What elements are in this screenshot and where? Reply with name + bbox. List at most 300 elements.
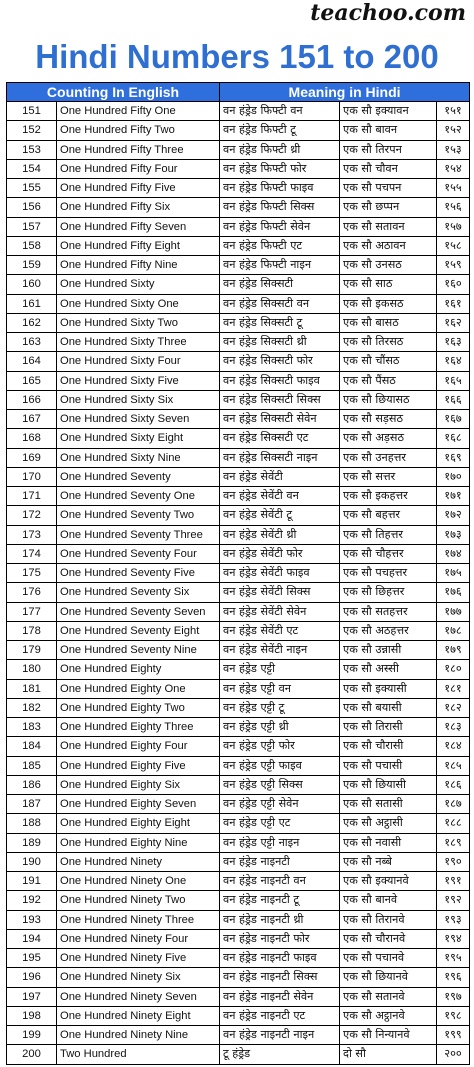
hindi-words-cell: एक सौ इक्यासी <box>340 679 437 698</box>
table-row <box>7 621 470 640</box>
number-cell: 181 <box>7 679 57 698</box>
devanagari-numeral-cell: १७२ <box>437 506 470 525</box>
hindi-words-cell: एक सौ सतहत्तर <box>340 602 437 621</box>
english-words-cell: One Hundred Eighty Nine <box>57 833 220 852</box>
table-row <box>7 467 470 486</box>
number-cell: 158 <box>7 236 57 255</box>
devanagari-numeral-cell: १६९ <box>437 448 470 467</box>
number-cell: 186 <box>7 775 57 794</box>
transliteration-cell: वन हंड्रेड एट्टी टू <box>220 698 340 717</box>
devanagari-numeral-cell: १६६ <box>437 390 470 409</box>
hindi-words-cell: एक सौ अठावन <box>340 236 437 255</box>
number-cell: 175 <box>7 564 57 583</box>
devanagari-numeral-cell: १८२ <box>437 698 470 717</box>
transliteration-cell: वन हंड्रेड फिफ्टी सिक्स <box>220 198 340 217</box>
hindi-words-cell: एक सौ इकसठ <box>340 294 437 313</box>
transliteration-cell: वन हंड्रेड सेवेंटी सेवेन <box>220 602 340 621</box>
hindi-words-cell: एक सौ साठ <box>340 275 437 294</box>
hindi-words-cell: एक सौ छियासी <box>340 775 437 794</box>
hindi-words-cell: एक सौ नवासी <box>340 833 437 852</box>
hindi-words-cell: एक सौ बावन <box>340 121 437 140</box>
header-meaning-in-hindi: Meaning in Hindi <box>220 83 470 102</box>
english-words-cell: One Hundred Sixty Nine <box>57 448 220 467</box>
number-cell: 170 <box>7 467 57 486</box>
devanagari-numeral-cell: १८४ <box>437 737 470 756</box>
devanagari-numeral-cell: १७० <box>437 467 470 486</box>
transliteration-cell: वन हंड्रेड नाइनटी नाइन <box>220 1026 340 1045</box>
table-header-row <box>7 83 470 102</box>
number-cell: 166 <box>7 390 57 409</box>
transliteration-cell: वन हंड्रेड सेवेंटी फोर <box>220 544 340 563</box>
english-words-cell: One Hundred Ninety Two <box>57 891 220 910</box>
english-words-cell: One Hundred Ninety Four <box>57 929 220 948</box>
table-row <box>7 140 470 159</box>
hindi-words-cell: एक सौ बासठ <box>340 313 437 332</box>
hindi-words-cell: एक सौ चौरासी <box>340 737 437 756</box>
hindi-words-cell: एक सौ छप्पन <box>340 198 437 217</box>
devanagari-numeral-cell: १६१ <box>437 294 470 313</box>
table-row <box>7 313 470 332</box>
table-row <box>7 217 470 236</box>
english-words-cell: One Hundred Seventy One <box>57 487 220 506</box>
devanagari-numeral-cell: १८९ <box>437 833 470 852</box>
english-words-cell: One Hundred Eighty Two <box>57 698 220 717</box>
devanagari-numeral-cell: १९० <box>437 852 470 871</box>
devanagari-numeral-cell: १५४ <box>437 159 470 178</box>
number-cell: 198 <box>7 1006 57 1025</box>
transliteration-cell: वन हंड्रेड सिक्सटी <box>220 275 340 294</box>
transliteration-cell: वन हंड्रेड सिक्सटी फाइव <box>220 371 340 390</box>
table-row <box>7 949 470 968</box>
hindi-words-cell: एक सौ तिरसठ <box>340 333 437 352</box>
transliteration-cell: वन हंड्रेड सेवेंटी फाइव <box>220 564 340 583</box>
transliteration-cell: वन हंड्रेड फिफ्टी सेवेन <box>220 217 340 236</box>
table-row <box>7 371 470 390</box>
transliteration-cell: वन हंड्रेड एट्टी फाइव <box>220 756 340 775</box>
table-row <box>7 775 470 794</box>
devanagari-numeral-cell: १७३ <box>437 525 470 544</box>
number-cell: 171 <box>7 487 57 506</box>
devanagari-numeral-cell: १६० <box>437 275 470 294</box>
english-words-cell: One Hundred Fifty Six <box>57 198 220 217</box>
number-cell: 169 <box>7 448 57 467</box>
hindi-words-cell: एक सौ इक्यानवे <box>340 872 437 891</box>
english-words-cell: One Hundred Sixty Five <box>57 371 220 390</box>
hindi-words-cell: एक सौ चौरानवे <box>340 929 437 948</box>
table-row <box>7 198 470 217</box>
number-cell: 194 <box>7 929 57 948</box>
teachoo-logo: teachoo.com <box>310 0 466 26</box>
hindi-words-cell: एक सौ अड़सठ <box>340 429 437 448</box>
table-row <box>7 564 470 583</box>
transliteration-cell: वन हंड्रेड फिफ्टी थ्री <box>220 140 340 159</box>
devanagari-numeral-cell: १७९ <box>437 641 470 660</box>
table-row <box>7 179 470 198</box>
devanagari-numeral-cell: १८० <box>437 660 470 679</box>
number-cell: 189 <box>7 833 57 852</box>
hindi-words-cell: एक सौ छियासठ <box>340 390 437 409</box>
hindi-words-cell: एक सौ सतावन <box>340 217 437 236</box>
number-cell: 178 <box>7 621 57 640</box>
devanagari-numeral-cell: १५६ <box>437 198 470 217</box>
table-row <box>7 679 470 698</box>
number-cell: 191 <box>7 872 57 891</box>
number-cell: 187 <box>7 795 57 814</box>
transliteration-cell: वन हंड्रेड फिफ्टी वन <box>220 102 340 121</box>
devanagari-numeral-cell: १८६ <box>437 775 470 794</box>
transliteration-cell: वन हंड्रेड नाइनटी सिक्स <box>220 968 340 987</box>
transliteration-cell: वन हंड्रेड सिक्सटी टू <box>220 313 340 332</box>
table-row <box>7 352 470 371</box>
transliteration-cell: वन हंड्रेड नाइनटी सेवेन <box>220 987 340 1006</box>
transliteration-cell: वन हंड्रेड एट्टी थ्री <box>220 718 340 737</box>
transliteration-cell: वन हंड्रेड सिक्सटी एट <box>220 429 340 448</box>
transliteration-cell: वन हंड्रेड सिक्सटी वन <box>220 294 340 313</box>
devanagari-numeral-cell: १५३ <box>437 140 470 159</box>
transliteration-cell: वन हंड्रेड सेवेंटी सिक्स <box>220 583 340 602</box>
english-words-cell: One Hundred Seventy Four <box>57 544 220 563</box>
number-cell: 200 <box>7 1045 57 1064</box>
number-cell: 159 <box>7 256 57 275</box>
hindi-words-cell: एक सौ पचहत्तर <box>340 564 437 583</box>
devanagari-numeral-cell: १५८ <box>437 236 470 255</box>
devanagari-numeral-cell: १९४ <box>437 929 470 948</box>
transliteration-cell: टू हंड्रेड <box>220 1045 340 1064</box>
devanagari-numeral-cell: १५५ <box>437 179 470 198</box>
number-cell: 185 <box>7 756 57 775</box>
table-row <box>7 236 470 255</box>
table-row <box>7 448 470 467</box>
transliteration-cell: वन हंड्रेड एट्टी एट <box>220 814 340 833</box>
english-words-cell: One Hundred Seventy Eight <box>57 621 220 640</box>
english-words-cell: One Hundred Seventy Seven <box>57 602 220 621</box>
transliteration-cell: वन हंड्रेड सिक्सटी थ्री <box>220 333 340 352</box>
number-cell: 164 <box>7 352 57 371</box>
hindi-words-cell: एक सौ तिहत्तर <box>340 525 437 544</box>
english-words-cell: One Hundred Ninety Three <box>57 910 220 929</box>
hindi-words-cell: एक सौ सतानवे <box>340 987 437 1006</box>
hindi-words-cell: एक सौ अठहत्तर <box>340 621 437 640</box>
number-cell: 160 <box>7 275 57 294</box>
devanagari-numeral-cell: १५२ <box>437 121 470 140</box>
english-words-cell: One Hundred Sixty Four <box>57 352 220 371</box>
devanagari-numeral-cell: १९७ <box>437 987 470 1006</box>
number-cell: 161 <box>7 294 57 313</box>
transliteration-cell: वन हंड्रेड नाइनटी एट <box>220 1006 340 1025</box>
number-cell: 199 <box>7 1026 57 1045</box>
table-row <box>7 968 470 987</box>
english-words-cell: One Hundred Eighty Seven <box>57 795 220 814</box>
devanagari-numeral-cell: १९८ <box>437 1006 470 1025</box>
english-words-cell: One Hundred Fifty Eight <box>57 236 220 255</box>
devanagari-numeral-cell: १८५ <box>437 756 470 775</box>
english-words-cell: One Hundred Ninety <box>57 852 220 871</box>
english-words-cell: One Hundred Fifty Three <box>57 140 220 159</box>
number-cell: 154 <box>7 159 57 178</box>
number-cell: 172 <box>7 506 57 525</box>
hindi-words-cell: एक सौ अट्ठानवे <box>340 1006 437 1025</box>
number-cell: 177 <box>7 602 57 621</box>
transliteration-cell: वन हंड्रेड सेवेंटी <box>220 467 340 486</box>
hindi-words-cell: एक सौ बहत्तर <box>340 506 437 525</box>
number-cell: 156 <box>7 198 57 217</box>
table-row <box>7 814 470 833</box>
hindi-words-cell: एक सौ छियानवे <box>340 968 437 987</box>
table-row <box>7 891 470 910</box>
devanagari-numeral-cell: १९२ <box>437 891 470 910</box>
number-cell: 173 <box>7 525 57 544</box>
hindi-words-cell: एक सौ चौंसठ <box>340 352 437 371</box>
devanagari-numeral-cell: १९६ <box>437 968 470 987</box>
hindi-words-cell: एक सौ पचासी <box>340 756 437 775</box>
english-words-cell: One Hundred Ninety Nine <box>57 1026 220 1045</box>
transliteration-cell: वन हंड्रेड फिफ्टी नाइन <box>220 256 340 275</box>
hindi-words-cell: एक सौ बानवे <box>340 891 437 910</box>
hindi-words-cell: एक सौ पचानवे <box>340 949 437 968</box>
devanagari-numeral-cell: १५१ <box>437 102 470 121</box>
number-cell: 195 <box>7 949 57 968</box>
english-words-cell: One Hundred Ninety Five <box>57 949 220 968</box>
hindi-words-cell: एक सौ नब्बे <box>340 852 437 871</box>
devanagari-numeral-cell: १७१ <box>437 487 470 506</box>
table-row <box>7 429 470 448</box>
devanagari-numeral-cell: १७७ <box>437 602 470 621</box>
transliteration-cell: वन हंड्रेड एट्टी फोर <box>220 737 340 756</box>
table-row <box>7 756 470 775</box>
devanagari-numeral-cell: १६५ <box>437 371 470 390</box>
devanagari-numeral-cell: १५७ <box>437 217 470 236</box>
transliteration-cell: वन हंड्रेड सेवेंटी थ्री <box>220 525 340 544</box>
devanagari-numeral-cell: १६८ <box>437 429 470 448</box>
devanagari-numeral-cell: १६२ <box>437 313 470 332</box>
devanagari-numeral-cell: १८१ <box>437 679 470 698</box>
table-row <box>7 410 470 429</box>
english-words-cell: One Hundred Sixty Eight <box>57 429 220 448</box>
table-row <box>7 544 470 563</box>
hindi-words-cell: एक सौ सतासी <box>340 795 437 814</box>
table-row <box>7 275 470 294</box>
number-cell: 152 <box>7 121 57 140</box>
transliteration-cell: वन हंड्रेड एट्टी नाइन <box>220 833 340 852</box>
table-row <box>7 102 470 121</box>
transliteration-cell: वन हंड्रेड सेवेंटी टू <box>220 506 340 525</box>
table-row <box>7 737 470 756</box>
devanagari-numeral-cell: १९१ <box>437 872 470 891</box>
transliteration-cell: वन हंड्रेड सिक्सटी सेवेन <box>220 410 340 429</box>
hindi-words-cell: एक सौ इकहत्तर <box>340 487 437 506</box>
number-cell: 176 <box>7 583 57 602</box>
hindi-words-cell: एक सौ पचपन <box>340 179 437 198</box>
devanagari-numeral-cell: १७५ <box>437 564 470 583</box>
hindi-numbers-table <box>6 82 470 1065</box>
hindi-words-cell: एक सौ इक्यावन <box>340 102 437 121</box>
table-row <box>7 256 470 275</box>
hindi-words-cell: दो सौ <box>340 1045 437 1064</box>
devanagari-numeral-cell: १६७ <box>437 410 470 429</box>
number-cell: 197 <box>7 987 57 1006</box>
table-row <box>7 718 470 737</box>
transliteration-cell: वन हंड्रेड नाइनटी <box>220 852 340 871</box>
devanagari-numeral-cell: १७६ <box>437 583 470 602</box>
devanagari-numeral-cell: २०० <box>437 1045 470 1064</box>
table-row <box>7 602 470 621</box>
english-words-cell: Two Hundred <box>57 1045 220 1064</box>
number-cell: 180 <box>7 660 57 679</box>
transliteration-cell: वन हंड्रेड एट्टी सेवेन <box>220 795 340 814</box>
number-cell: 182 <box>7 698 57 717</box>
table-row <box>7 852 470 871</box>
number-cell: 163 <box>7 333 57 352</box>
number-cell: 183 <box>7 718 57 737</box>
transliteration-cell: वन हंड्रेड एट्टी <box>220 660 340 679</box>
english-words-cell: One Hundred Ninety Seven <box>57 987 220 1006</box>
english-words-cell: One Hundred Seventy <box>57 467 220 486</box>
transliteration-cell: वन हंड्रेड सिक्सटी फोर <box>220 352 340 371</box>
transliteration-cell: वन हंड्रेड नाइनटी वन <box>220 872 340 891</box>
english-words-cell: One Hundred Sixty <box>57 275 220 294</box>
table-row <box>7 1026 470 1045</box>
transliteration-cell: वन हंड्रेड नाइनटी थ्री <box>220 910 340 929</box>
number-cell: 168 <box>7 429 57 448</box>
english-words-cell: One Hundred Seventy Two <box>57 506 220 525</box>
english-words-cell: One Hundred Fifty Five <box>57 179 220 198</box>
number-cell: 190 <box>7 852 57 871</box>
table-row <box>7 333 470 352</box>
english-words-cell: One Hundred Ninety One <box>57 872 220 891</box>
transliteration-cell: वन हंड्रेड फिफ्टी टू <box>220 121 340 140</box>
english-words-cell: One Hundred Eighty <box>57 660 220 679</box>
table-row <box>7 872 470 891</box>
header-counting-in-english: Counting In English <box>7 83 220 102</box>
hindi-words-cell: एक सौ पैंसठ <box>340 371 437 390</box>
transliteration-cell: वन हंड्रेड नाइनटी फोर <box>220 929 340 948</box>
hindi-words-cell: एक सौ उनहत्तर <box>340 448 437 467</box>
table-row <box>7 929 470 948</box>
devanagari-numeral-cell: १९९ <box>437 1026 470 1045</box>
hindi-words-cell: एक सौ सत्तर <box>340 467 437 486</box>
hindi-words-cell: एक सौ चौहत्तर <box>340 544 437 563</box>
hindi-words-cell: एक सौ बयासी <box>340 698 437 717</box>
number-cell: 151 <box>7 102 57 121</box>
devanagari-numeral-cell: १५९ <box>437 256 470 275</box>
english-words-cell: One Hundred Fifty Nine <box>57 256 220 275</box>
table-row <box>7 390 470 409</box>
table-row <box>7 159 470 178</box>
english-words-cell: One Hundred Fifty Four <box>57 159 220 178</box>
hindi-words-cell: एक सौ निन्यानवे <box>340 1026 437 1045</box>
english-words-cell: One Hundred Fifty Seven <box>57 217 220 236</box>
devanagari-numeral-cell: १६३ <box>437 333 470 352</box>
hindi-words-cell: एक सौ तिरानवे <box>340 910 437 929</box>
table-row <box>7 506 470 525</box>
hindi-words-cell: एक सौ चौवन <box>340 159 437 178</box>
devanagari-numeral-cell: १९३ <box>437 910 470 929</box>
number-cell: 184 <box>7 737 57 756</box>
transliteration-cell: वन हंड्रेड सेवेंटी नाइन <box>220 641 340 660</box>
table-row <box>7 525 470 544</box>
english-words-cell: One Hundred Eighty Six <box>57 775 220 794</box>
english-words-cell: One Hundred Seventy Six <box>57 583 220 602</box>
english-words-cell: One Hundred Ninety Six <box>57 968 220 987</box>
number-cell: 188 <box>7 814 57 833</box>
hindi-words-cell: एक सौ अट्ठासी <box>340 814 437 833</box>
transliteration-cell: वन हंड्रेड सेवेंटी वन <box>220 487 340 506</box>
devanagari-numeral-cell: १७८ <box>437 621 470 640</box>
table-row <box>7 487 470 506</box>
english-words-cell: One Hundred Eighty Five <box>57 756 220 775</box>
hindi-words-cell: एक सौ छिहत्तर <box>340 583 437 602</box>
hindi-words-cell: एक सौ तिरासी <box>340 718 437 737</box>
transliteration-cell: वन हंड्रेड एट्टी वन <box>220 679 340 698</box>
transliteration-cell: वन हंड्रेड सेवेंटी एट <box>220 621 340 640</box>
english-words-cell: One Hundred Sixty Seven <box>57 410 220 429</box>
number-cell: 162 <box>7 313 57 332</box>
table-row <box>7 833 470 852</box>
transliteration-cell: वन हंड्रेड नाइनटी फाइव <box>220 949 340 968</box>
number-cell: 174 <box>7 544 57 563</box>
number-cell: 179 <box>7 641 57 660</box>
english-words-cell: One Hundred Eighty Four <box>57 737 220 756</box>
number-cell: 196 <box>7 968 57 987</box>
devanagari-numeral-cell: १८७ <box>437 795 470 814</box>
number-cell: 155 <box>7 179 57 198</box>
table-row <box>7 1006 470 1025</box>
hindi-words-cell: एक सौ तिरपन <box>340 140 437 159</box>
english-words-cell: One Hundred Sixty One <box>57 294 220 313</box>
transliteration-cell: वन हंड्रेड एट्टी सिक्स <box>220 775 340 794</box>
number-cell: 167 <box>7 410 57 429</box>
table-row <box>7 641 470 660</box>
page-title: Hindi Numbers 151 to 200 <box>35 38 439 75</box>
table-row <box>7 294 470 313</box>
english-words-cell: One Hundred Eighty Eight <box>57 814 220 833</box>
english-words-cell: One Hundred Sixty Three <box>57 333 220 352</box>
number-cell: 192 <box>7 891 57 910</box>
hindi-words-cell: एक सौ सड़सठ <box>340 410 437 429</box>
table-row <box>7 1045 470 1064</box>
english-words-cell: One Hundred Seventy Nine <box>57 641 220 660</box>
english-words-cell: One Hundred Fifty One <box>57 102 220 121</box>
hindi-words-cell: एक सौ अस्सी <box>340 660 437 679</box>
english-words-cell: One Hundred Fifty Two <box>57 121 220 140</box>
number-cell: 193 <box>7 910 57 929</box>
transliteration-cell: वन हंड्रेड फिफ्टी फाइव <box>220 179 340 198</box>
english-words-cell: One Hundred Eighty Three <box>57 718 220 737</box>
english-words-cell: One Hundred Eighty One <box>57 679 220 698</box>
english-words-cell: One Hundred Seventy Three <box>57 525 220 544</box>
devanagari-numeral-cell: १९५ <box>437 949 470 968</box>
transliteration-cell: वन हंड्रेड फिफ्टी फोर <box>220 159 340 178</box>
english-words-cell: One Hundred Seventy Five <box>57 564 220 583</box>
number-cell: 165 <box>7 371 57 390</box>
hindi-words-cell: एक सौ उन्नासी <box>340 641 437 660</box>
table-row <box>7 987 470 1006</box>
table-row <box>7 795 470 814</box>
english-words-cell: One Hundred Sixty Six <box>57 390 220 409</box>
transliteration-cell: वन हंड्रेड फिफ्टी एट <box>220 236 340 255</box>
devanagari-numeral-cell: १८८ <box>437 814 470 833</box>
transliteration-cell: वन हंड्रेड सिक्सटी सिक्स <box>220 390 340 409</box>
table-row <box>7 660 470 679</box>
table-row <box>7 698 470 717</box>
devanagari-numeral-cell: १६४ <box>437 352 470 371</box>
english-words-cell: One Hundred Ninety Eight <box>57 1006 220 1025</box>
hindi-words-cell: एक सौ उनसठ <box>340 256 437 275</box>
devanagari-numeral-cell: १७४ <box>437 544 470 563</box>
table-row <box>7 910 470 929</box>
number-cell: 157 <box>7 217 57 236</box>
transliteration-cell: वन हंड्रेड नाइनटी टू <box>220 891 340 910</box>
